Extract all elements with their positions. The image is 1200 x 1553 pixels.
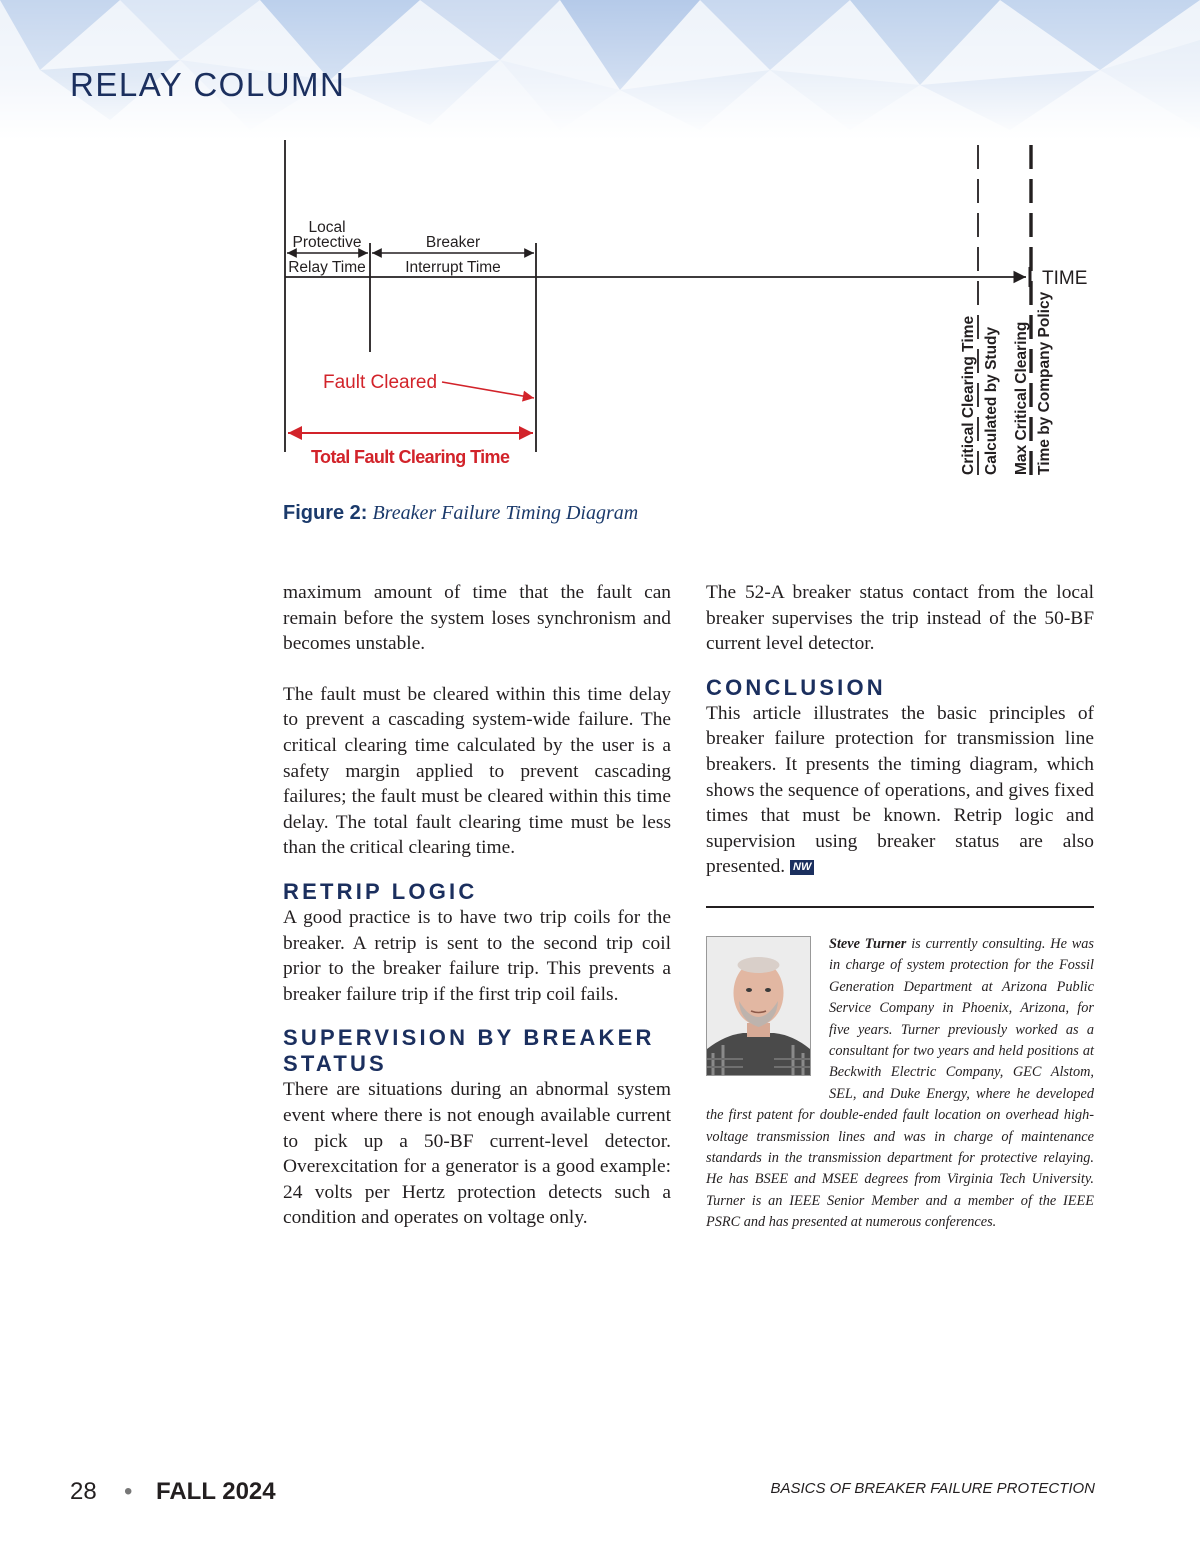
fault-cleared-arrow xyxy=(442,382,534,398)
running-title: BASICS OF BREAKER FAILURE PROTECTION xyxy=(770,1480,1095,1497)
breaker-failure-timing-diagram xyxy=(270,140,1100,490)
left-column xyxy=(283,580,671,1231)
nw-end-mark-icon: NW xyxy=(790,860,814,875)
bio-photo-spacer xyxy=(706,934,829,1084)
heading-supervision: SUPERVISION BY BREAKER STATUS xyxy=(283,1025,655,1077)
label-interrupt-time: Interrupt Time xyxy=(405,259,501,276)
paragraph-conclusion xyxy=(706,701,1094,880)
conclusion-text: This article illustrates the basic principles of breaker failure protection for transmission line breakers. It presents the timing diagram, which shows the sequence of operations, and gives fixed times that must be known. Retrip logic and supervision using breaker status are also presented. xyxy=(706,702,1094,878)
figure-number: Figure 2: xyxy=(283,502,368,524)
left-paragraph-2: The fault must be cleared within this time delay to prevent a cascading system-wide failure. The critical clearing time calculated by the user is a safety margin applied to prevent cascading failures; the fault must be cleared within this time delay. The total fault clearing time must be less than the critical clearing time. xyxy=(283,683,671,859)
label-protective: Protective xyxy=(292,234,362,251)
section-label: RELAY COLUMN xyxy=(70,66,346,103)
right-column xyxy=(706,580,1094,880)
page-number: 28 xyxy=(70,1478,97,1505)
label-total-fault-clearing-time: Total Fault Clearing Time xyxy=(311,447,510,467)
time-axis-label: TIME xyxy=(1042,268,1088,289)
figure-caption xyxy=(283,502,638,525)
label-relay-time: Relay Time xyxy=(288,259,366,276)
label-time-by-company-policy: Time by Company Policy xyxy=(1036,291,1053,475)
label-max-critical-clearing: Max Critical Clearing xyxy=(1013,321,1030,475)
heading-retrip-logic: RETRIP LOGIC xyxy=(283,878,478,904)
paragraph-supervision: There are situations during an abnormal system event where there is not enough available current to pick up a 50-BF current-level detector. Overexcitation for a generator is a good example: 24 volts per Hertz protection detects such a condition and operates on voltage only. xyxy=(283,1079,671,1229)
label-critical-clearing-time: Critical Clearing Time xyxy=(960,315,977,475)
label-local: Local xyxy=(308,219,346,236)
label-breaker: Breaker xyxy=(425,234,481,251)
heading-conclusion: CONCLUSION xyxy=(706,674,886,700)
author-name: Steve Turner xyxy=(829,936,907,952)
paragraph-retrip-logic: A good practice is to have two trip coils for the breaker. A retrip is sent to the second trip coil prior to the breaker failure trip. This prevents a breaker failure trip if the first trip coil fails. xyxy=(283,906,671,1005)
right-paragraph-1: The 52-A breaker status contact from the local breaker supervises the trip instead of the 50-BF current level detector. xyxy=(706,582,1094,655)
figure-title: Breaker Failure Timing Diagram xyxy=(372,502,639,524)
label-fault-cleared: Fault Cleared xyxy=(323,372,438,393)
left-paragraph-1: maximum amount of time that the fault can remain before the system loses synchronism and becomes unstable. xyxy=(283,582,671,655)
label-calculated-by-study: Calculated by Study xyxy=(983,326,1000,475)
author-bio xyxy=(706,934,1094,1234)
author-divider xyxy=(706,906,1094,908)
footer-bullet: • xyxy=(124,1478,133,1505)
author-bio-text: is currently consulting. He was in charge of system protection for the Fossil Generation Department at Arizona Public Service Company in Phoenix, Arizona, for five years. Turner previously worked as a consultant for two years and held positions at Beckwith Electric Company, GEC Alstom, SEL, and Duke Energy, where he developed the first patent for double-ended fault location on overhead high-voltage transmission lines and was in charge of maintenance standards in the transmission department for protective relaying. He has BSEE and MSEE degrees from Virginia Tech University. Turner is an IEEE Senior Member and a member of the IEEE PSRC and has presented at numerous conferences. xyxy=(706,936,1094,1231)
issue-label: FALL 2024 xyxy=(156,1478,276,1505)
